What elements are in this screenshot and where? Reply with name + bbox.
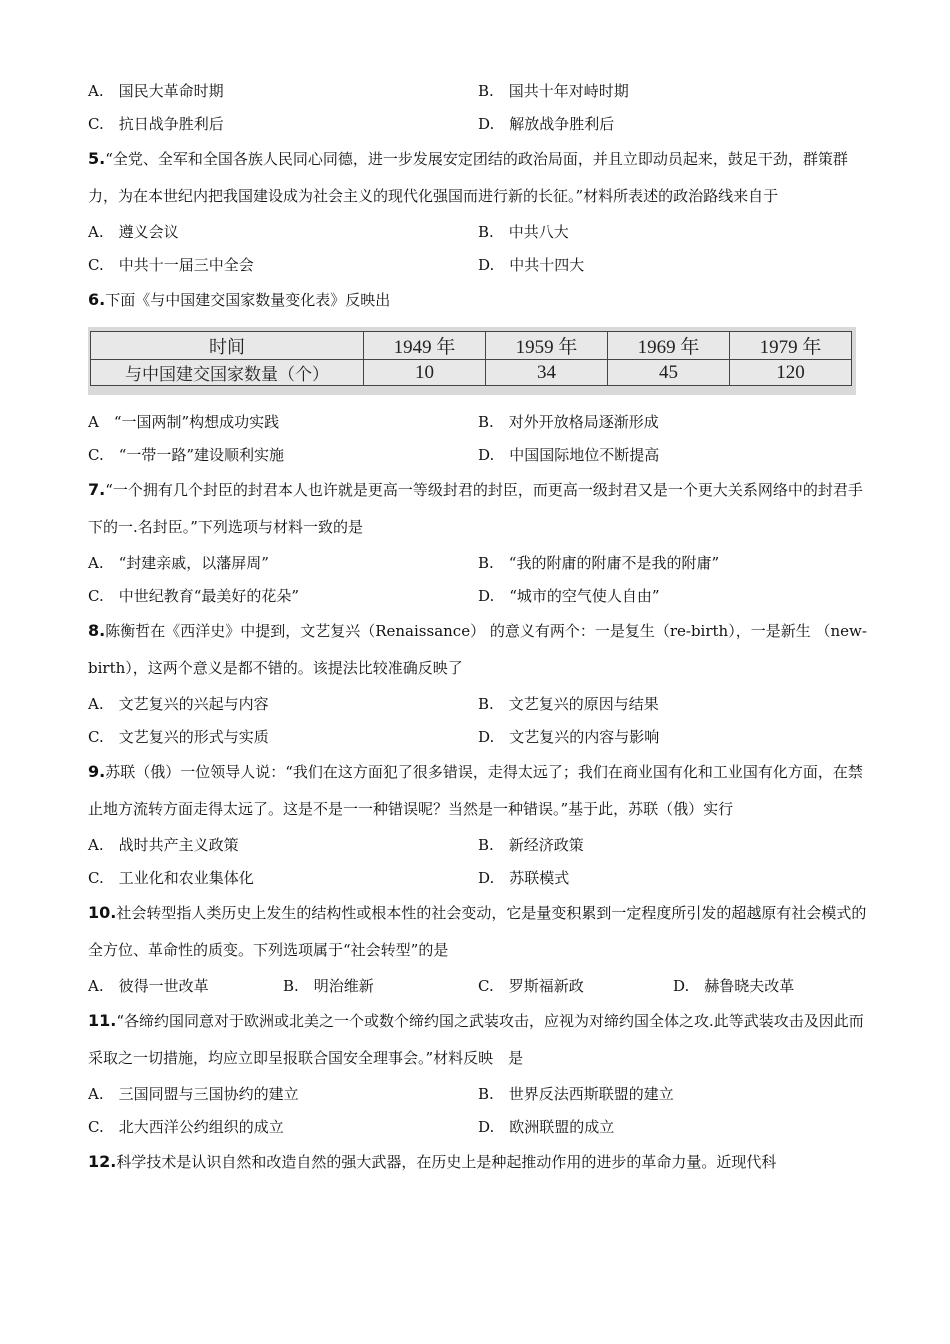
diplomatic-relations-table-image [88,327,856,395]
question-11 [88,1002,868,1077]
table-header-cell: 1949 年 [364,332,486,360]
q11-option-a[interactable]: A. 三国同盟与三国协约的建立 [88,1085,299,1103]
q4-options-row-1 [88,74,868,107]
q9-option-c[interactable]: C. 工业化和农业集体化 [88,869,254,887]
q5-option-b[interactable]: B. 中共八大 [478,223,569,241]
question-5 [88,140,868,215]
q9-option-a[interactable]: A. 战时共产主义政策 [88,836,239,854]
table-header-cell: 1959 年 [486,332,608,360]
q5-option-c[interactable]: C. 中共十一届三中全会 [88,256,254,274]
q10-option-c[interactable]: C. 罗斯福新政 [478,977,584,995]
question-9-number: 9. [88,762,106,781]
q8-option-a[interactable]: A. 文艺复兴的兴起与内容 [88,695,269,713]
question-7-number: 7. [88,480,106,499]
q11-option-d[interactable]: D. 欧洲联盟的成立 [478,1118,615,1136]
q6-option-c[interactable]: C. “一带一路”建设顺利实施 [88,446,285,464]
q7-option-b[interactable]: B. “我的附庸的附庸不是我的附庸” [478,554,720,572]
table-cell: 120 [730,360,852,386]
q10-option-d[interactable]: D. 赫鲁晓夫改革 [673,977,795,995]
q6-options-row-1 [88,405,868,438]
q8-option-b[interactable]: B. 文艺复兴的原因与结果 [478,695,659,713]
question-10-number: 10. [88,903,117,922]
q11-options-row-2 [88,1110,868,1143]
question-11-number: 11. [88,1011,117,1030]
table-header-cell: 时间 [91,332,364,360]
question-7-text: “一个拥有几个封臣的封君本人也许就是更高一等级封君的封臣，而更高一级封君又是一个更大关系网络中的封君手下的一.名封臣。”下列选项与材料一致的是 [88,481,863,536]
table-cell: 10 [364,360,486,386]
q9-option-b[interactable]: B. 新经济政策 [478,836,584,854]
q4-option-a[interactable]: A. 国民大革命时期 [88,82,224,100]
table-header-cell: 1979 年 [730,332,852,360]
q6-options-row-2 [88,438,868,471]
diplomatic-relations-table [90,331,852,386]
q7-options-row-2 [88,579,868,612]
exam-page [88,78,868,1181]
q5-options-row-2 [88,248,868,281]
question-9 [88,753,868,828]
q7-option-c[interactable]: C. 中世纪教育“最美好的花朵” [88,587,300,605]
q9-options-row-2 [88,861,868,894]
q4-options-row-2 [88,107,868,140]
question-6-number: 6. [88,290,106,309]
q6-option-d[interactable]: D. 中国国际地位不断提高 [478,446,660,464]
q10-option-b[interactable]: B. 明治维新 [283,977,374,995]
table-header-cell: 1969 年 [608,332,730,360]
q8-options-row-1 [88,687,868,720]
table-header-row [91,332,852,360]
question-7 [88,471,868,546]
q4-option-d[interactable]: D. 解放战争胜利后 [478,115,615,133]
q4-option-b[interactable]: B. 国共十年对峙时期 [478,82,629,100]
q7-option-a[interactable]: A. “封建亲戚，以藩屏周” [88,554,269,572]
q5-options-row-1 [88,215,868,248]
question-8 [88,612,868,687]
q8-option-d[interactable]: D. 文艺复兴的内容与影响 [478,728,660,746]
q10-option-a[interactable]: A. 彼得一世改革 [88,977,209,995]
q11-options-row-1 [88,1077,868,1110]
question-12-text: 科学技术是认识自然和改造自然的强大武器，在历史上是种起推动作用的进步的革命力量。近现代科 [116,1153,777,1171]
q5-option-d[interactable]: D. 中共十四大 [478,256,585,274]
question-11-text: “各缔约国同意对于欧洲或北美之一个或数个缔约国之武装攻击，应视为对缔约国全体之攻.此等武装攻击及因此而采取之一切措施，均应立即呈报联合国安全理事会。”材料反映 是 [88,1012,864,1067]
table-cell: 34 [486,360,608,386]
q6-option-b[interactable]: B. 对外开放格局逐渐形成 [478,413,659,431]
q9-options-row-1 [88,828,868,861]
question-10-text: 社会转型指人类历史上发生的结构性或根本性的社会变动，它是量变积累到一定程度所引发的超越原有社会模式的全方位、革命性的质变。下列选项属于“社会转型”的是 [88,904,867,959]
q7-option-d[interactable]: D. “城市的空气使人自由” [478,587,660,605]
question-12-number: 12. [88,1152,117,1171]
q6-option-a[interactable]: A “一国两制”构想成功实践 [88,413,280,431]
question-8-text: 陈衡哲在《西洋史》中提到，文艺复兴（Renaissance） 的意义有两个：一是复生（re-birth），一是新生 （new-birth），这两个意义是都不错的。该提法比较准确反映了 [88,622,867,677]
table-cell: 与中国建交国家数量（个） [91,360,364,386]
q11-option-b[interactable]: B. 世界反法西斯联盟的建立 [478,1085,674,1103]
question-12 [88,1143,868,1181]
q10-options-row [88,969,868,1002]
question-5-number: 5. [88,149,106,168]
table-cell: 45 [608,360,730,386]
table-row [91,360,852,386]
question-5-text: “全党、全军和全国各族人民同心同德，进一步发展安定团结的政治局面，并且立即动员起来，鼓足干劲，群策群力，为在本世纪内把我国建设成为社会主义的现代化强国而进行新的长征。”材料所表述的政治路线来自于 [88,150,848,205]
question-6-text: 下面《与中国建交国家数量变化表》反映出 [105,291,391,309]
question-6 [88,281,868,319]
question-8-number: 8. [88,621,106,640]
q7-options-row-1 [88,546,868,579]
question-9-text: 苏联（俄）一位领导人说：“我们在这方面犯了很多错误，走得太远了；我们在商业国有化和工业国有化方面，在禁止地方流转方面走得太远了。这是不是一一种错误呢？当然是一种错误。”基于此，苏联（俄）实行 [88,763,863,818]
q8-option-c[interactable]: C. 文艺复兴的形式与实质 [88,728,269,746]
q4-option-c[interactable]: C. 抗日战争胜利后 [88,115,224,133]
q5-option-a[interactable]: A. 遵义会议 [88,223,179,241]
q11-option-c[interactable]: C. 北大西洋公约组织的成立 [88,1118,284,1136]
q8-options-row-2 [88,720,868,753]
q9-option-d[interactable]: D. 苏联模式 [478,869,570,887]
question-10 [88,894,868,969]
